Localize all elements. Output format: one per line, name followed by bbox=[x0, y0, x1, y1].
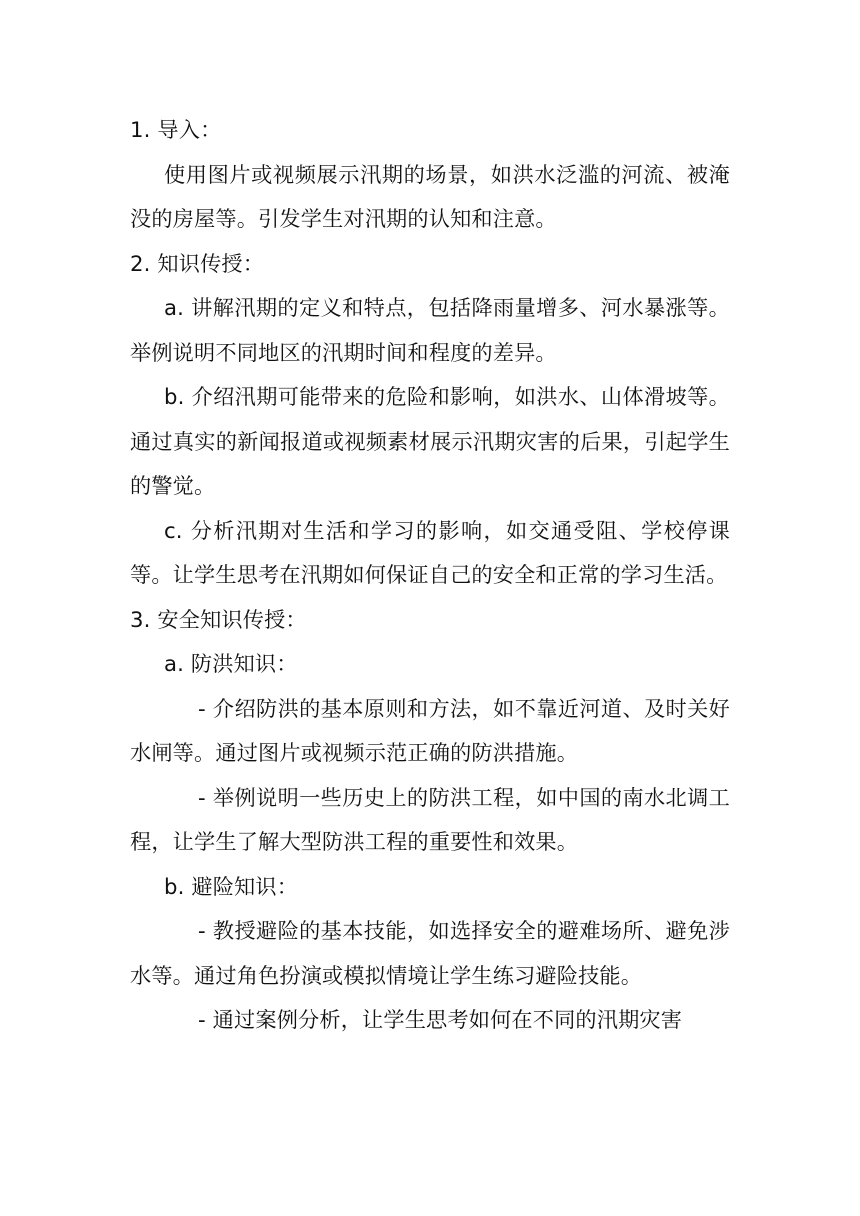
paragraph-knowledge-b: b. 介绍汛期可能带来的危险和影响，如洪水、山体滑坡等。通过真实的新闻报道或视频素材展示汛期灾害的后果，引起学生的警觉。 bbox=[130, 384, 730, 498]
subheading-flood-prevention: a. 防洪知识： bbox=[164, 651, 298, 676]
bullet-risk-avoidance-2: - 通过案例分析，让学生思考如何在不同的汛期灾害 bbox=[198, 1007, 683, 1032]
section-heading-intro: 1. 导入： bbox=[130, 117, 222, 142]
bullet-risk-avoidance-1: - 教授避险的基本技能，如选择安全的避难场所、避免涉水等。通过角色扮演或模拟情境让学生练习避险技能。 bbox=[130, 918, 730, 988]
section-heading-knowledge: 2. 知识传授： bbox=[130, 250, 265, 276]
document-body bbox=[130, 108, 730, 1043]
section-heading-safety: 3. 安全知识传授： bbox=[130, 606, 307, 632]
paragraph-knowledge-a: a. 讲解汛期的定义和特点，包括降雨量增多、河水暴涨等。举例说明不同地区的汛期时间和程度的差异。 bbox=[130, 295, 730, 365]
bullet-flood-prevention-1: - 介绍防洪的基本原则和方法，如不靠近河道、及时关好水闸等。通过图片或视频示范正确的防洪措施。 bbox=[130, 695, 730, 765]
paragraph-intro-body: 使用图片或视频展示汛期的场景，如洪水泛滥的河流、被淹没的房屋等。引发学生对汛期的认知和注意。 bbox=[130, 161, 730, 231]
subheading-risk-avoidance: b. 避险知识： bbox=[164, 873, 299, 899]
bullet-flood-prevention-2: - 举例说明一些历史上的防洪工程，如中国的南水北调工程，让学生了解大型防洪工程的重要性和效果。 bbox=[130, 784, 730, 854]
paragraph-knowledge-c: c. 分析汛期对生活和学习的影响，如交通受阻、学校停课等。让学生思考在汛期如何保证自己的安全和正常的学习生活。 bbox=[130, 517, 730, 587]
